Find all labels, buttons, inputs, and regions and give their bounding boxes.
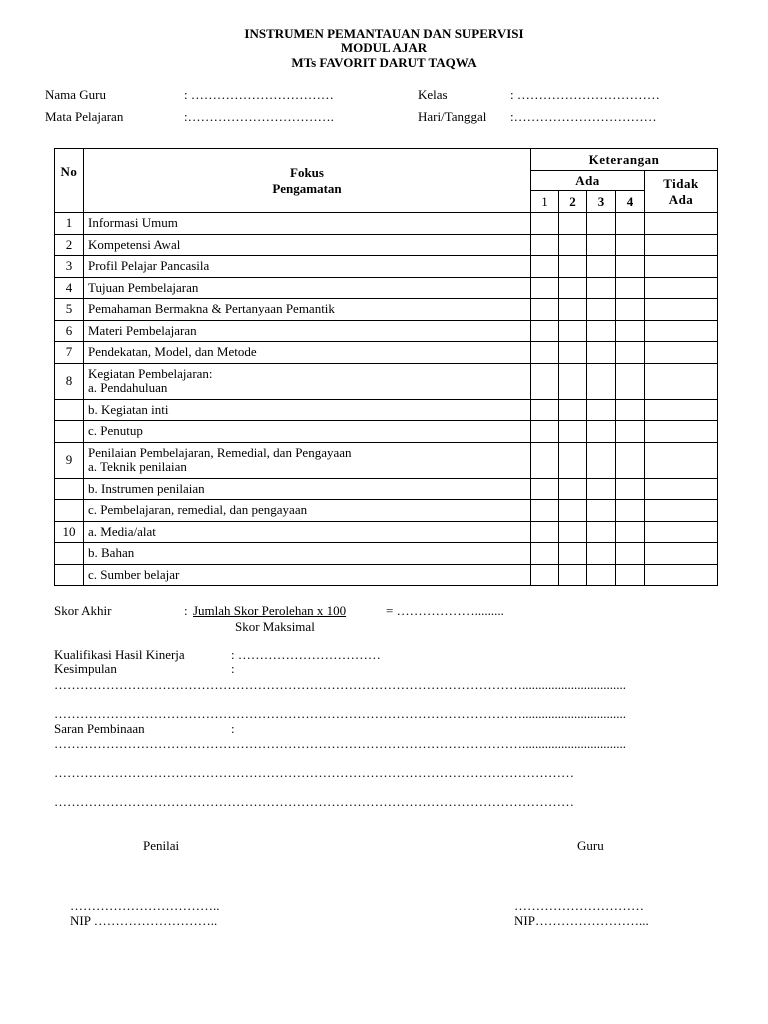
guru-nip-field: NIP……………………... — [514, 913, 649, 928]
score-3-cell[interactable] — [587, 299, 616, 321]
score-4-cell[interactable] — [616, 320, 645, 342]
row-number: 1 — [55, 213, 84, 235]
score-2-cell[interactable] — [559, 500, 587, 522]
table-row — [55, 478, 718, 500]
saran-colon: : — [231, 721, 235, 736]
row-number: 8 — [55, 363, 84, 399]
row-number: 3 — [55, 256, 84, 278]
row-focus-cell: c. Penutup — [84, 421, 531, 443]
tidak-ada-cell[interactable] — [645, 564, 718, 586]
score-2-cell[interactable] — [559, 234, 587, 256]
tidak-ada-cell[interactable] — [645, 277, 718, 299]
skor-akhir-label: Skor Akhir — [54, 603, 112, 618]
row-number: 9 — [55, 442, 84, 478]
score-3-cell[interactable] — [587, 421, 616, 443]
row-focus-subtext: a. Pendahuluan — [88, 380, 168, 395]
tidak-ada-cell[interactable] — [645, 478, 718, 500]
row-number — [55, 564, 84, 586]
fokus-header-line1: Fokus — [290, 164, 324, 180]
score-1-cell[interactable] — [531, 256, 559, 278]
score-1-cell[interactable] — [531, 500, 559, 522]
penilai-label: Penilai — [143, 838, 180, 853]
score-header-2: 2 — [559, 191, 587, 213]
row-focus-cell: a. Media/alat — [84, 521, 531, 543]
score-3-cell[interactable] — [587, 342, 616, 364]
table-row — [55, 399, 718, 421]
score-4-cell[interactable] — [616, 543, 645, 565]
row-focus-cell: c. Pembelajaran, remedial, dan pengayaan — [84, 500, 531, 522]
row-number: 4 — [55, 277, 84, 299]
kelas-label: Kelas — [418, 87, 448, 102]
row-focus-cell: Tujuan Pembelajaran — [84, 277, 531, 299]
saran-line-2: ………………………………………………………………………………………………………… — [54, 765, 574, 780]
score-1-cell[interactable] — [531, 320, 559, 342]
table-row — [55, 363, 718, 399]
no-header: No — [55, 149, 84, 213]
tidak-ada-cell[interactable] — [645, 363, 718, 399]
nama-guru-field: : …………………………… — [184, 87, 334, 102]
saran-line-1: ………………………………………………………………………………………………................................ — [54, 736, 626, 751]
row-number: 2 — [55, 234, 84, 256]
score-2-cell[interactable] — [559, 421, 587, 443]
row-number: 5 — [55, 299, 84, 321]
score-2-cell[interactable] — [559, 521, 587, 543]
row-focus-cell — [84, 363, 531, 399]
kesimpulan-line-1: ………………………………………………………………………………………………................................ — [54, 677, 626, 692]
kualifikasi-label: Kualifikasi Hasil Kinerja — [54, 647, 185, 662]
score-1-cell[interactable] — [531, 399, 559, 421]
penilai-nip-field: NIP ……………………….. — [70, 913, 218, 928]
fokus-header — [84, 149, 531, 213]
saran-line-3: ………………………………………………………………………………………………………… — [54, 794, 574, 809]
score-4-cell[interactable] — [616, 277, 645, 299]
row-number: 10 — [55, 521, 84, 543]
tidak-ada-cell[interactable] — [645, 256, 718, 278]
tidak-ada-cell[interactable] — [645, 342, 718, 364]
score-1-cell[interactable] — [531, 234, 559, 256]
table-row — [55, 564, 718, 586]
table-row — [55, 500, 718, 522]
score-2-cell[interactable] — [559, 363, 587, 399]
score-3-cell[interactable] — [587, 256, 616, 278]
row-focus-cell: b. Instrumen penilaian — [84, 478, 531, 500]
score-header-4: 4 — [616, 191, 645, 213]
score-1-cell[interactable] — [531, 478, 559, 500]
tidak-ada-cell[interactable] — [645, 421, 718, 443]
row-focus-cell: Pendekatan, Model, dan Metode — [84, 342, 531, 364]
saran-label: Saran Pembinaan — [54, 721, 145, 736]
score-1-cell[interactable] — [531, 543, 559, 565]
tidak-ada-cell[interactable] — [645, 299, 718, 321]
score-2-cell[interactable] — [559, 213, 587, 235]
row-focus-text: Penilaian Pembelajaran, Remedial, dan Pengayaan — [88, 445, 352, 460]
score-2-cell[interactable] — [559, 256, 587, 278]
row-number: 7 — [55, 342, 84, 364]
row-focus-text: Kegiatan Pembelajaran: — [88, 366, 213, 381]
tidak-ada-cell[interactable] — [645, 543, 718, 565]
tidak-ada-cell[interactable] — [645, 442, 718, 478]
table-row — [55, 213, 718, 235]
score-4-cell[interactable] — [616, 213, 645, 235]
score-2-cell[interactable] — [559, 277, 587, 299]
mapel-label: Mata Pelajaran — [45, 109, 124, 124]
score-4-cell[interactable] — [616, 478, 645, 500]
row-focus-cell: Profil Pelajar Pancasila — [84, 256, 531, 278]
table-row — [55, 543, 718, 565]
skor-colon: : — [184, 603, 188, 618]
skor-denominator: Skor Maksimal — [235, 619, 315, 634]
score-4-cell[interactable] — [616, 521, 645, 543]
score-4-cell[interactable] — [616, 564, 645, 586]
guru-name-field: ………………………… — [514, 898, 644, 913]
score-3-cell[interactable] — [587, 543, 616, 565]
score-3-cell[interactable] — [587, 521, 616, 543]
fokus-header-line2: Pengamatan — [272, 180, 342, 196]
score-4-cell[interactable] — [616, 500, 645, 522]
tidak-ada-cell[interactable] — [645, 521, 718, 543]
score-1-cell[interactable] — [531, 442, 559, 478]
row-number — [55, 543, 84, 565]
score-4-cell[interactable] — [616, 442, 645, 478]
score-3-cell[interactable] — [587, 277, 616, 299]
row-number — [55, 421, 84, 443]
row-number: 6 — [55, 320, 84, 342]
score-3-cell[interactable] — [587, 320, 616, 342]
kesimpulan-label: Kesimpulan — [54, 661, 117, 676]
row-focus-cell: Kompetensi Awal — [84, 234, 531, 256]
score-2-cell[interactable] — [559, 299, 587, 321]
row-number — [55, 478, 84, 500]
table-row — [55, 442, 718, 478]
hari-tanggal-label: Hari/Tanggal — [418, 109, 487, 124]
row-number — [55, 399, 84, 421]
row-focus-cell — [84, 442, 531, 478]
score-4-cell[interactable] — [616, 399, 645, 421]
tidak-ada-cell[interactable] — [645, 500, 718, 522]
score-1-cell[interactable] — [531, 521, 559, 543]
row-focus-cell: Materi Pembelajaran — [84, 320, 531, 342]
table-row — [55, 234, 718, 256]
row-focus-cell: Informasi Umum — [84, 213, 531, 235]
score-header-3: 3 — [587, 191, 616, 213]
score-1-cell[interactable] — [531, 421, 559, 443]
score-1-cell[interactable] — [531, 564, 559, 586]
score-4-cell[interactable] — [616, 234, 645, 256]
school-name: MTs FAVORIT DARUT TAQWA — [291, 55, 477, 70]
score-1-cell[interactable] — [531, 363, 559, 399]
score-4-cell[interactable] — [616, 342, 645, 364]
table-row — [55, 320, 718, 342]
kelas-field: : …………………………… — [510, 87, 660, 102]
tidak-ada-cell[interactable] — [645, 320, 718, 342]
table-row — [55, 421, 718, 443]
score-1-cell[interactable] — [531, 299, 559, 321]
score-3-cell[interactable] — [587, 500, 616, 522]
score-2-cell[interactable] — [559, 543, 587, 565]
score-1-cell[interactable] — [531, 213, 559, 235]
hari-tanggal-field: :…………………………… — [510, 109, 657, 124]
tidak-ada-cell[interactable] — [645, 399, 718, 421]
kualifikasi-field: : …………………………… — [231, 647, 381, 662]
score-1-cell[interactable] — [531, 277, 559, 299]
mapel-field: :……………………………. — [184, 109, 334, 124]
score-4-cell[interactable] — [616, 421, 645, 443]
table-row — [55, 277, 718, 299]
score-4-cell[interactable] — [616, 299, 645, 321]
score-3-cell[interactable] — [587, 363, 616, 399]
table-row — [55, 299, 718, 321]
score-3-cell[interactable] — [587, 234, 616, 256]
score-header-1: 1 — [531, 191, 559, 213]
score-3-cell[interactable] — [587, 399, 616, 421]
penilai-name-field: …………………………….. — [70, 898, 220, 913]
score-2-cell[interactable] — [559, 342, 587, 364]
document-subtitle: MODUL AJAR — [340, 40, 428, 55]
score-3-cell[interactable] — [587, 478, 616, 500]
table-row — [55, 521, 718, 543]
score-4-cell[interactable] — [616, 256, 645, 278]
score-3-cell[interactable] — [587, 564, 616, 586]
table-row — [55, 256, 718, 278]
table-row — [55, 342, 718, 364]
ada-header: Ada — [531, 171, 645, 191]
row-number — [55, 500, 84, 522]
observation-table — [54, 148, 718, 586]
kesimpulan-line-2: ………………………………………………………………………………………………................................ — [54, 706, 626, 721]
tidak-header-line2: Ada — [668, 191, 694, 207]
row-focus-cell: b. Bahan — [84, 543, 531, 565]
row-focus-cell: c. Sumber belajar — [84, 564, 531, 586]
score-3-cell[interactable] — [587, 442, 616, 478]
score-4-cell[interactable] — [616, 363, 645, 399]
guru-label: Guru — [577, 838, 604, 853]
score-2-cell[interactable] — [559, 320, 587, 342]
score-2-cell[interactable] — [559, 478, 587, 500]
score-2-cell[interactable] — [559, 442, 587, 478]
score-2-cell[interactable] — [559, 399, 587, 421]
nama-guru-label: Nama Guru — [45, 87, 107, 102]
skor-numerator: Jumlah Skor Perolehan x 100 — [193, 603, 347, 618]
kesimpulan-colon: : — [231, 661, 235, 676]
score-2-cell[interactable] — [559, 564, 587, 586]
row-focus-subtext: a. Teknik penilaian — [88, 459, 187, 474]
score-1-cell[interactable] — [531, 342, 559, 364]
tidak-ada-cell[interactable] — [645, 234, 718, 256]
row-focus-cell: Pemahaman Bermakna & Pertanyaan Pemantik — [84, 299, 531, 321]
tidak-ada-header — [645, 171, 718, 213]
document-title: INSTRUMEN PEMANTAUAN DAN SUPERVISI — [244, 26, 524, 41]
tidak-header-line1: Tidak — [663, 175, 699, 191]
skor-result-field: = ………………......... — [386, 603, 504, 618]
score-3-cell[interactable] — [587, 213, 616, 235]
tidak-ada-cell[interactable] — [645, 213, 718, 235]
keterangan-header: Keterangan — [531, 149, 718, 171]
row-focus-cell: b. Kegiatan inti — [84, 399, 531, 421]
